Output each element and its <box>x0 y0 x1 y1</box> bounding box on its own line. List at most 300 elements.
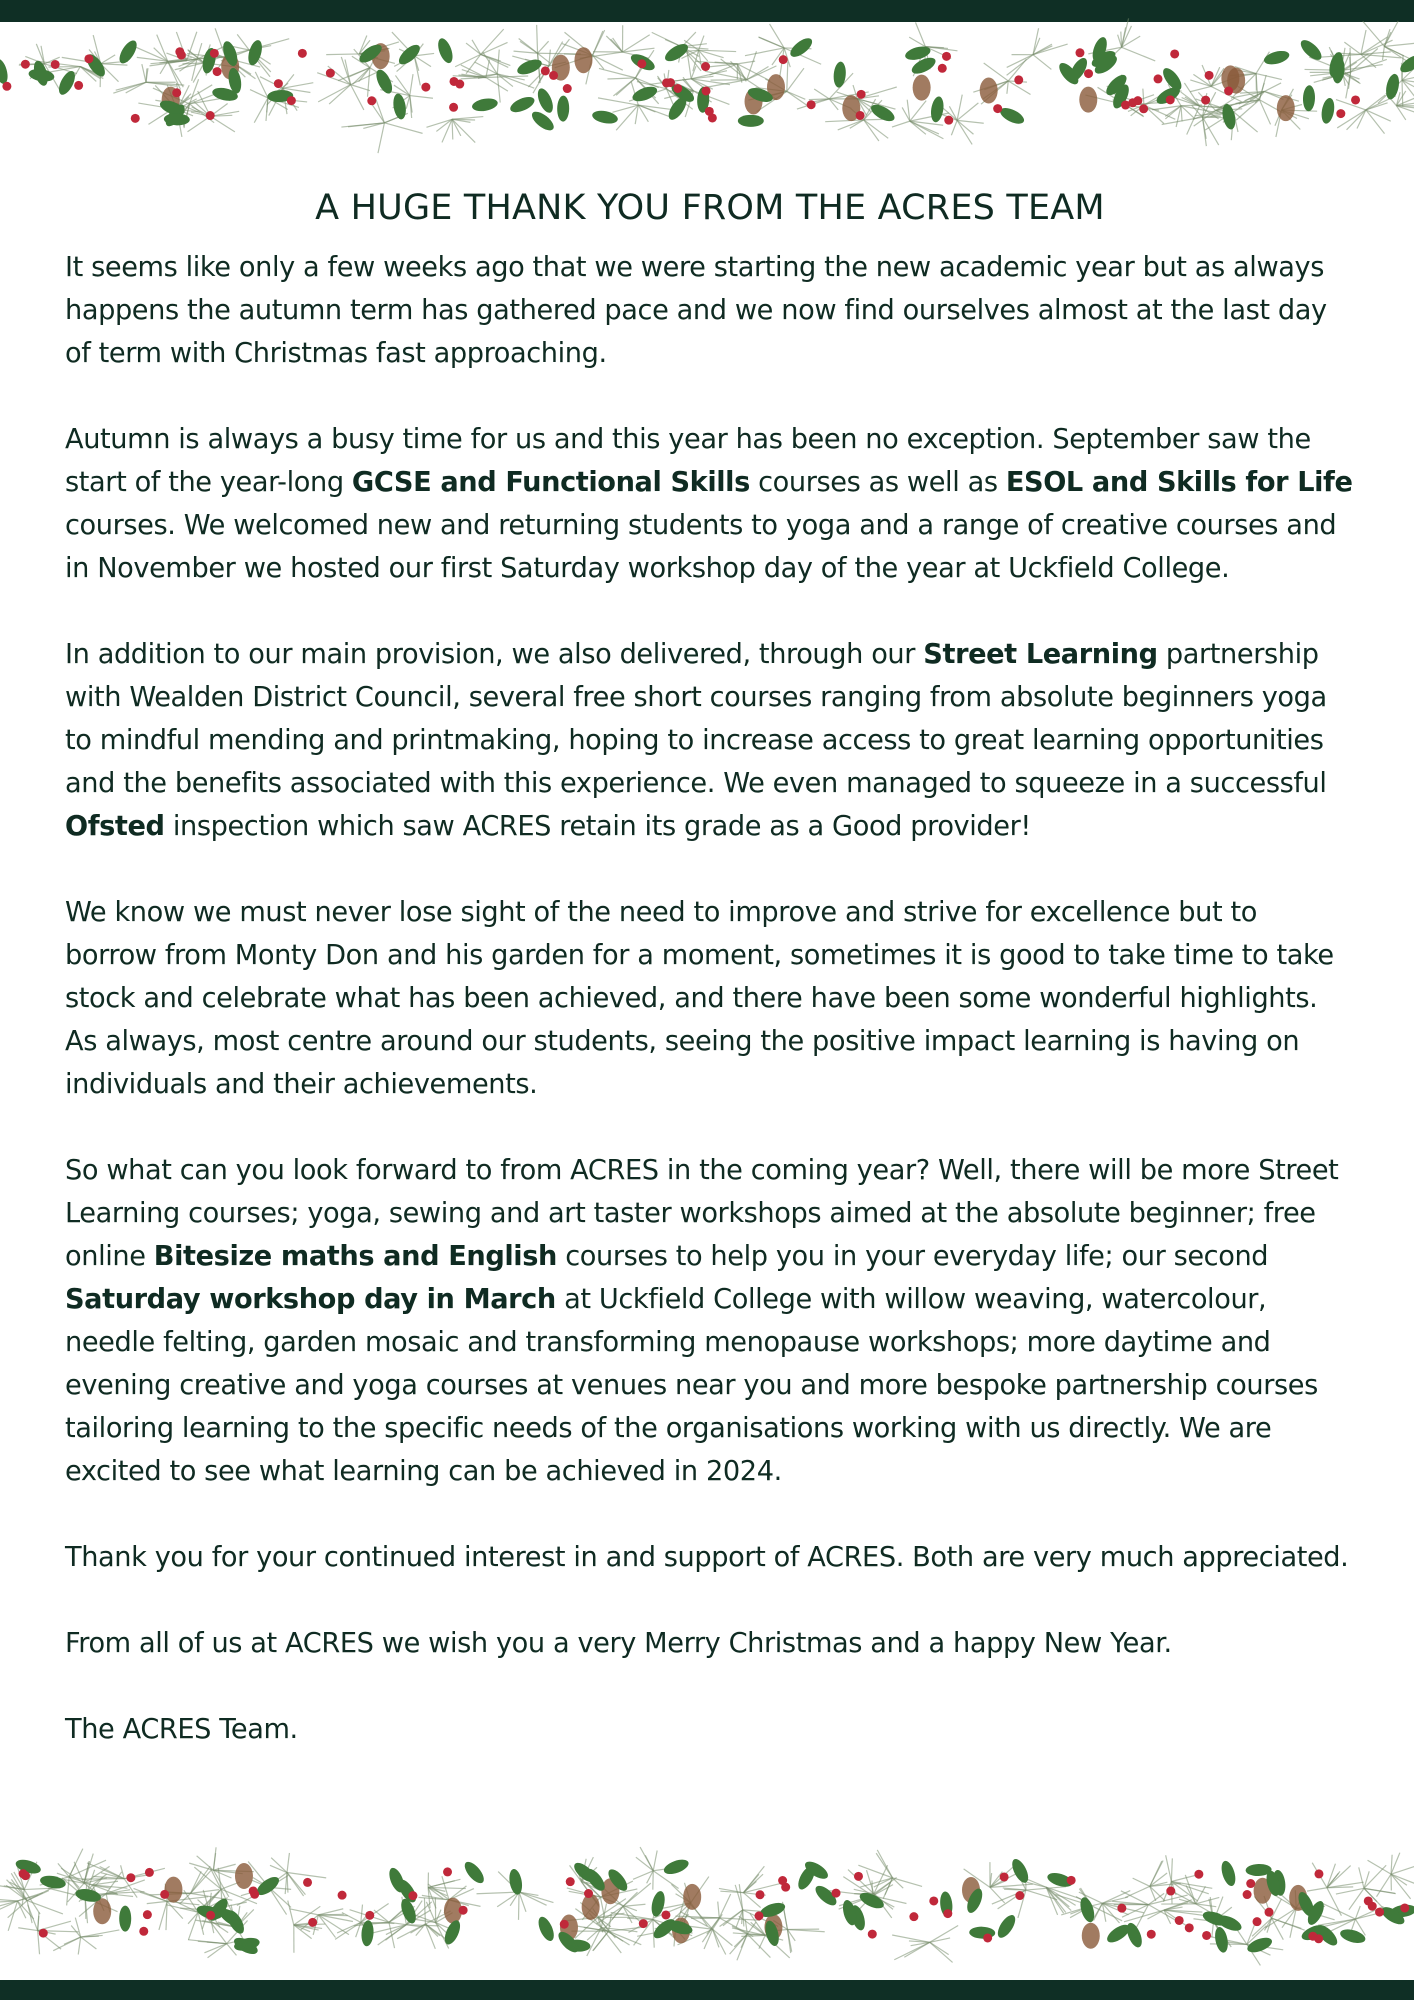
pine-cone <box>582 1894 600 1920</box>
holly-berry <box>1185 1923 1194 1932</box>
holly-berry <box>443 1867 452 1876</box>
pine-needle <box>1187 106 1200 134</box>
pine-needle <box>288 1901 294 1925</box>
pine-needle <box>190 98 223 104</box>
holly-leaf <box>119 1906 131 1932</box>
pine-needle <box>1391 1861 1414 1874</box>
signature: The ACRES Team. <box>65 1714 298 1745</box>
pine-needle <box>1171 1858 1172 1881</box>
holly-berry <box>1175 1916 1184 1925</box>
text-run: courses as well as <box>749 467 1006 498</box>
holly-leaf <box>833 61 847 88</box>
highlight-esol: ESOL and Skills for Life <box>1005 467 1353 498</box>
holly-berry <box>449 103 458 112</box>
holly-leaf <box>1398 51 1414 75</box>
holly-berry <box>367 96 376 105</box>
holly-berry <box>459 1906 468 1915</box>
holly-leaf <box>1263 48 1291 66</box>
pine-needle <box>825 120 864 122</box>
pine-needle <box>472 40 481 55</box>
pine-needle <box>877 1850 892 1878</box>
holly-berry <box>1075 48 1084 57</box>
text-run: Autumn is always a busy time for us and this year has been no exception. September saw the start of the year-long <box>65 424 1311 498</box>
pine-needle <box>452 117 483 120</box>
pine-needle <box>410 74 413 95</box>
text-run: courses to help you in your everyday life; our second <box>556 1241 1269 1272</box>
holly-leaf <box>738 115 764 127</box>
pine-needle <box>519 38 538 53</box>
holly-leaf <box>529 108 557 133</box>
pine-needle <box>326 54 359 55</box>
pine-needle <box>864 120 879 141</box>
pine-cone <box>93 1898 111 1924</box>
holly-berry <box>21 60 30 69</box>
pine-needle <box>1324 1919 1356 1926</box>
pine-needle <box>645 1855 653 1871</box>
highlight-ofsted: Ofsted <box>65 811 165 842</box>
pine-needle <box>653 1851 657 1871</box>
paragraph-autumn <box>65 418 1355 590</box>
pine-needle <box>1190 86 1211 91</box>
pine-needle <box>191 1890 220 1894</box>
holly-leaf <box>39 1874 67 1890</box>
holly-berry <box>929 1896 938 1905</box>
pine-needle <box>1336 1888 1364 1894</box>
holly-berry <box>1308 1932 1317 1941</box>
holly-berry <box>560 1920 569 1929</box>
holly-berry <box>1117 1904 1126 1913</box>
pine-needle <box>361 1903 389 1922</box>
pine-needle <box>1363 21 1385 46</box>
holly-berry <box>365 1911 374 1920</box>
pine-needle <box>613 38 623 52</box>
highlight-street-learning: Street Learning <box>923 639 1158 670</box>
holly-berry <box>701 62 710 71</box>
pine-needle <box>1166 1855 1172 1881</box>
holly-berry <box>1015 1891 1024 1900</box>
holly-berry <box>637 59 646 68</box>
holly-leaf <box>1303 85 1316 111</box>
pine-needle <box>787 62 788 91</box>
holly-berry <box>566 1877 575 1886</box>
pine-needle <box>378 123 384 153</box>
pine-needle <box>1272 1899 1282 1918</box>
pine-needle <box>1307 1888 1327 1891</box>
holly-berry <box>1000 1872 1009 1881</box>
holly-leaf <box>392 93 408 121</box>
holly-berry <box>1139 104 1148 113</box>
holly-leaf <box>535 86 556 115</box>
holly-berry <box>868 1930 877 1939</box>
pine-needle <box>1122 18 1129 47</box>
holly-berry <box>145 1868 154 1877</box>
pine-needle <box>623 1904 645 1906</box>
pine-needle <box>930 1942 949 1954</box>
holly-berry <box>781 1883 790 1892</box>
holly-berry <box>1351 95 1360 104</box>
text-run: partnership with Wealden District Council, several free short courses ranging from absolute beginners yoga to mindful mending and printmaking, hoping to increase access to great learning opportunities and the benefits associated with this experience. We even managed to squeeze in a successful <box>65 639 1327 799</box>
pine-needle <box>737 1934 747 1960</box>
pine-needle <box>287 1853 289 1873</box>
pine-needle <box>368 68 370 97</box>
pine-needle <box>353 68 370 85</box>
pine-needle <box>718 1902 720 1918</box>
holly-leaf <box>929 96 945 124</box>
holly-berry <box>1194 1870 1203 1879</box>
pine-needle <box>318 1915 347 1916</box>
holly-berry <box>74 81 83 90</box>
holly-berry <box>1067 1876 1076 1885</box>
holly-berry <box>1265 1908 1274 1917</box>
pine-needle <box>389 1922 395 1948</box>
holly-berry <box>84 54 93 63</box>
pine-needle <box>633 1871 653 1880</box>
holly-berry <box>250 1890 259 1899</box>
holly-leaf <box>435 36 455 65</box>
text-run: at Uckfield College with willow weaving, watercolour, needle felting, garden mosaic and transforming menopause workshops; more daytime and evening creative and yoga courses at venues near you and more bespoke partnership courses tailoring learning to the specific needs of the organisations working with us directly. We are excited to see what learning can be achieved in 2024. <box>65 1284 1318 1487</box>
pine-needle <box>424 1898 425 1924</box>
holly-berry <box>326 69 335 78</box>
pine-needle <box>598 98 638 105</box>
pine-needle <box>1377 1874 1392 1897</box>
pine-cone <box>913 75 931 101</box>
holly-berry <box>298 49 307 58</box>
holly-berry <box>1314 1869 1323 1878</box>
pine-needle <box>635 78 658 88</box>
holly-berry <box>1246 1879 1255 1888</box>
holly-berry <box>1084 69 1093 78</box>
pine-needle <box>787 68 804 91</box>
holly-berry <box>1253 1917 1262 1926</box>
holly-berry <box>661 1910 670 1919</box>
page-title: A HUGE THANK YOU FROM THE ACRES TEAM <box>315 188 1105 228</box>
holly-leaf <box>1213 1926 1230 1954</box>
holly-leaf <box>442 1918 464 1947</box>
holly-berry <box>1154 74 1163 83</box>
pine-needle <box>210 116 235 132</box>
holly-leaf <box>535 1915 557 1944</box>
holly-berry <box>909 1912 918 1921</box>
holly-berry <box>708 113 717 122</box>
holly-berry <box>983 1933 992 1942</box>
pine-cone <box>574 47 592 73</box>
holly-berry <box>210 49 219 58</box>
pine-needle <box>1122 47 1156 61</box>
holly-berry <box>213 67 222 76</box>
holly-leaf <box>0 57 10 85</box>
paragraph-intro: It seems like only a few weeks ago that we were starting the new academic year but as always happens the autumn term has gathered pace and we now find ourselves almost at the last day of term with Christmas fast approaching. <box>65 252 1327 369</box>
holly-berry <box>51 60 60 69</box>
pine-needle <box>497 74 500 103</box>
pine-needle <box>452 119 453 139</box>
pine-needle <box>1384 42 1414 46</box>
pine-needle <box>188 116 211 131</box>
pine-needle <box>147 1901 167 1903</box>
holly-berry <box>287 96 296 105</box>
pine-needle <box>1344 42 1361 54</box>
pine-needle <box>0 1898 18 1901</box>
pine-needle <box>1125 1886 1150 1897</box>
holly-berry <box>39 1929 48 1938</box>
pine-needle <box>1361 30 1366 54</box>
holly-berry <box>2 82 11 91</box>
holly-berry <box>206 1911 215 1920</box>
pine-needle <box>892 121 910 127</box>
pine-needle <box>538 41 549 53</box>
pine-needle <box>864 120 888 138</box>
holly-berry <box>754 1911 763 1920</box>
holly-berry <box>274 79 283 88</box>
holly-berry <box>662 78 671 87</box>
pine-needle <box>730 1934 748 1954</box>
holly-leaf <box>1219 1859 1238 1887</box>
pine-needle <box>113 82 146 93</box>
pine-needle <box>1366 110 1385 134</box>
holly-leaf <box>1298 37 1325 64</box>
holly-berry <box>421 83 430 92</box>
paragraph-coming-year <box>65 1149 1355 1493</box>
pine-needle <box>957 120 984 123</box>
holly-berry <box>938 64 947 73</box>
pine-needle <box>142 64 146 82</box>
pine-needle <box>593 55 604 69</box>
pine-needle <box>27 1901 63 1914</box>
holly-berry <box>702 86 711 95</box>
holly-leaf <box>1339 1927 1367 1946</box>
pine-needle <box>719 1894 730 1918</box>
pine-needle <box>713 1914 723 1929</box>
text-run: So what can you look forward to from ACRES in the coming year? Well, there will be more Street Learning courses; yoga, sewing and art taster workshops aimed at the absolute beginner; free online <box>65 1155 1339 1272</box>
pine-needle <box>1264 83 1281 92</box>
pine-needle <box>957 120 972 144</box>
highlight-bitesize: Bitesize maths and English <box>153 1241 557 1272</box>
holly-leaf <box>508 94 537 116</box>
holly-berry <box>993 104 1002 113</box>
pine-needle <box>1190 80 1211 86</box>
holly-berry <box>541 66 550 75</box>
paragraph-excellence: We know we must never lose sight of the need to improve and strive for excellence but to borrow from Monty Don and his garden for a moment, sometimes it is good to take time to take stock and celebrate what has been achieved, and there have been some wonderful highlights. As always, most centre around our students, seeing the positive impact learning is having on individuals and their achievements. <box>65 897 1334 1100</box>
holly-berry <box>177 51 186 60</box>
pine-needle <box>872 1880 873 1895</box>
pine-needle <box>64 1937 81 1944</box>
holly-leaf <box>461 1859 487 1887</box>
holly-berry <box>857 90 866 99</box>
holly-berry <box>308 1918 317 1927</box>
holly-berry <box>549 71 558 80</box>
holly-berry <box>449 77 458 86</box>
pine-cone <box>164 1877 182 1903</box>
holly-berry <box>779 55 788 64</box>
pine-needle <box>18 1928 37 1931</box>
holly-berry <box>856 111 865 120</box>
holly-berry <box>1170 49 1179 58</box>
holly-leaf <box>508 1868 524 1896</box>
pine-needle <box>1327 1888 1342 1916</box>
holly-berry <box>944 116 953 125</box>
pine-needle <box>1171 1881 1212 1888</box>
paragraph-greetings: From all of us at ACRES we wish you a very Merry Christmas and a happy New Year. <box>65 1628 1172 1659</box>
holly-garland-top <box>0 16 1414 156</box>
paragraph-thanks: Thank you for your continued interest in and support of ACRES. Both are very much appreciated. <box>65 1542 1349 1573</box>
holly-berry <box>21 1871 30 1880</box>
pine-needle <box>1181 106 1182 122</box>
holly-leaf <box>28 67 56 83</box>
holly-leaf <box>557 95 569 121</box>
holly-garland-bottom <box>0 1836 1414 1976</box>
pine-needle <box>607 78 635 79</box>
pine-needle <box>290 1909 319 1915</box>
pine-needle <box>1256 74 1282 80</box>
pine-needle <box>713 1929 726 1954</box>
pine-needle <box>1143 89 1144 106</box>
holly-berry <box>1400 1903 1409 1912</box>
holly-berry <box>756 1890 765 1899</box>
holly-berry <box>563 84 572 93</box>
pine-cone <box>1082 1923 1100 1949</box>
pine-needle <box>1033 55 1051 70</box>
pine-needle <box>287 1873 326 1878</box>
pine-needle <box>285 1873 287 1895</box>
pine-needle <box>38 1912 39 1930</box>
pine-needle <box>814 89 829 99</box>
pine-needle <box>858 1865 892 1878</box>
holly-leaf <box>1320 97 1336 125</box>
pine-needle <box>486 76 528 78</box>
holly-berry <box>172 88 181 97</box>
pine-needle <box>930 1942 953 1962</box>
pine-needle <box>990 1887 1005 1903</box>
pine-needle <box>481 54 511 65</box>
text-run: courses. We welcomed new and returning students to yoga and a range of creative courses and in November we hosted our first Saturday workshop day of the year at Uckfield College. <box>65 510 1337 584</box>
pine-needle <box>476 1892 519 1894</box>
pine-needle <box>271 1858 287 1873</box>
pine-needle <box>1007 81 1008 94</box>
pine-needle <box>389 1909 404 1923</box>
pine-cone <box>1079 87 1097 113</box>
pine-needle <box>537 25 538 53</box>
pine-needle <box>213 1864 235 1870</box>
holly-leaf <box>787 35 815 60</box>
highlight-saturday-workshop: Saturday workshop day in March <box>65 1284 556 1315</box>
holly-berry <box>584 1889 593 1898</box>
pine-needle <box>636 1857 653 1871</box>
holly-berry <box>143 1910 152 1919</box>
pine-needle <box>410 96 433 99</box>
pine-needle <box>452 119 475 142</box>
pine-needle <box>1133 1878 1150 1886</box>
holly-berry <box>832 1889 841 1898</box>
holly-berry <box>1375 1908 1384 1917</box>
pine-needle <box>915 22 925 46</box>
pine-needle <box>81 1937 97 1949</box>
holly-berry <box>1205 71 1214 80</box>
pine-needle <box>1259 75 1266 100</box>
holly-berry <box>1202 1931 1211 1940</box>
holly-berry <box>639 1919 648 1928</box>
pine-needle <box>213 1847 216 1870</box>
pine-needle <box>188 1912 198 1939</box>
pine-needle <box>455 54 481 66</box>
pine-needle <box>386 1925 406 1935</box>
holly-berry <box>854 1872 863 1881</box>
highlight-gcse: GCSE and Functional Skills <box>351 467 750 498</box>
holly-berry <box>1224 87 1233 96</box>
pine-needle <box>1093 1903 1102 1920</box>
pine-cone <box>980 78 998 104</box>
holly-berry <box>1368 1902 1377 1911</box>
holly-berry <box>131 114 140 123</box>
pine-needle <box>599 68 636 77</box>
pine-needle <box>18 1901 34 1919</box>
pine-cone <box>1277 95 1295 121</box>
pine-needle <box>497 1892 519 1907</box>
pine-needle <box>287 1873 304 1897</box>
letter-body <box>65 180 1355 1794</box>
pine-needle <box>616 105 638 130</box>
holly-berry <box>942 52 951 61</box>
pine-needle <box>384 123 422 134</box>
pine-needle <box>1359 1867 1364 1888</box>
pine-needle <box>481 29 504 54</box>
holly-berry <box>807 100 816 109</box>
holly-berry <box>338 1891 347 1900</box>
holly-berry <box>139 1927 148 1936</box>
pine-needle <box>270 1865 287 1872</box>
holly-leaf <box>662 1857 691 1877</box>
holly-berry <box>303 1878 312 1887</box>
pine-needle <box>1150 1861 1162 1886</box>
holly-berry <box>1014 75 1023 84</box>
pine-needle <box>481 42 508 54</box>
holly-berry <box>1166 95 1175 104</box>
holly-berry <box>673 84 682 93</box>
holly-berry <box>160 1890 169 1899</box>
holly-berry <box>1166 1887 1175 1896</box>
bottom-border-bar <box>0 1980 1414 2000</box>
holly-berry <box>1336 109 1345 118</box>
text-run: In addition to our main provision, we also delivered, through our <box>65 639 924 670</box>
pine-needle <box>1336 100 1366 110</box>
pine-needle <box>426 119 452 127</box>
holly-berry <box>126 1873 135 1882</box>
pine-needle <box>745 48 784 56</box>
holly-berry <box>1243 1890 1252 1899</box>
holly-leaf <box>1009 1857 1031 1886</box>
holly-berry <box>408 1891 417 1900</box>
pine-needle <box>461 77 486 78</box>
pine-needle <box>593 55 623 70</box>
holly-berry <box>1201 96 1210 105</box>
holly-berry <box>206 111 215 120</box>
holly-berry <box>943 1909 952 1918</box>
paragraph-street-learning <box>65 633 1355 848</box>
pine-needle <box>743 1910 744 1927</box>
pine-needle <box>1350 48 1351 72</box>
pine-needle <box>575 1917 598 1938</box>
holly-berry <box>1128 98 1137 107</box>
pine-needle <box>519 1892 520 1920</box>
text-run: inspection which saw ACRES retain its grade as a Good provider! <box>164 811 1031 842</box>
pine-needle <box>255 72 268 98</box>
pine-needle <box>78 1937 80 1954</box>
pine-cone <box>235 1863 253 1889</box>
holly-leaf <box>471 97 499 113</box>
holly-berry <box>1147 1930 1156 1939</box>
pine-needle <box>466 43 481 54</box>
holly-leaf <box>994 1912 1018 1940</box>
pine-cone <box>683 1884 701 1910</box>
pine-needle <box>1383 46 1385 60</box>
